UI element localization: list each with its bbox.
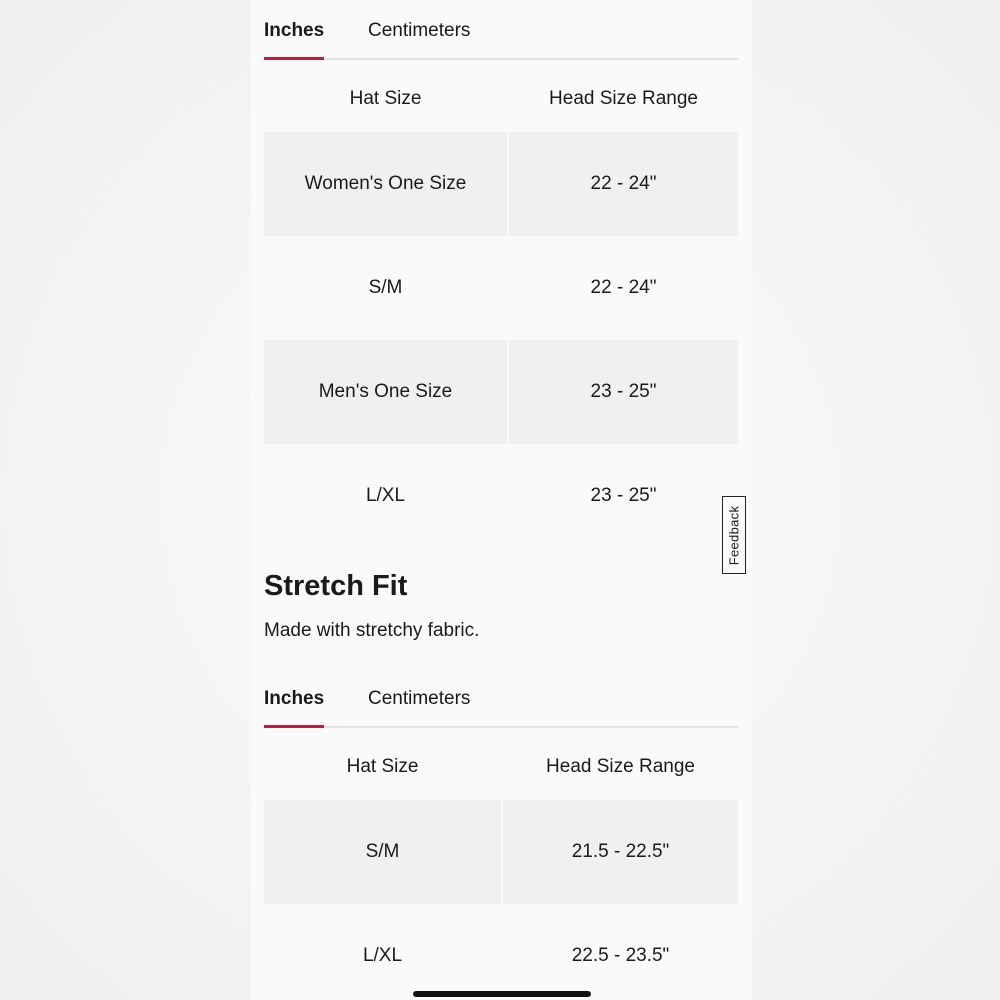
section-title-stretch-fit: Stretch Fit	[264, 570, 408, 602]
head-size-range-cell: 22 - 24"	[509, 132, 738, 236]
head-size-range-cell: 22 - 24"	[590, 277, 657, 298]
size-guide-panel	[251, 0, 752, 1000]
head-size-range-cell: 23 - 25"	[590, 485, 657, 506]
table-header-row	[264, 74, 738, 124]
table-row	[264, 340, 738, 444]
tab-inches-1[interactable]: Inches	[264, 20, 325, 41]
section-description: Made with stretchy fabric.	[264, 620, 480, 641]
hat-size-cell: L/XL	[362, 945, 403, 966]
feedback-button[interactable]	[722, 496, 746, 574]
column-header-hat-size: Hat Size	[349, 88, 422, 109]
home-indicator[interactable]	[413, 991, 591, 997]
head-size-range-cell: 22.5 - 23.5"	[571, 945, 670, 966]
table-row	[264, 132, 738, 236]
hat-size-cell: Men's One Size	[264, 340, 507, 444]
tab-active-indicator-1	[264, 57, 324, 60]
hat-size-cell: L/XL	[365, 485, 406, 506]
tab-centimeters-1[interactable]: Centimeters	[368, 20, 471, 41]
column-header-hat-size: Hat Size	[346, 756, 419, 777]
table-row	[264, 236, 738, 340]
head-size-range-cell: 23 - 25"	[509, 340, 738, 444]
hat-size-cell: S/M	[264, 800, 501, 904]
hat-size-cell: Women's One Size	[264, 132, 507, 236]
table-row	[264, 444, 738, 548]
unit-tabs-1	[264, 0, 738, 62]
table-row	[264, 800, 738, 904]
column-header-head-size-range: Head Size Range	[546, 756, 695, 777]
tab-centimeters-2[interactable]: Centimeters	[368, 688, 471, 709]
table-row	[264, 904, 738, 1000]
column-header-head-size-range: Head Size Range	[549, 88, 698, 109]
unit-tabs-2	[264, 668, 738, 730]
hat-size-cell: S/M	[368, 277, 403, 298]
table-header-row	[264, 742, 738, 792]
tab-active-indicator-2	[264, 725, 324, 728]
tab-inches-2[interactable]: Inches	[264, 688, 325, 709]
tab-divider-2	[264, 726, 738, 728]
tab-divider-1	[264, 58, 738, 60]
head-size-range-cell: 21.5 - 22.5"	[503, 800, 738, 904]
feedback-label: Feedback	[726, 505, 742, 565]
